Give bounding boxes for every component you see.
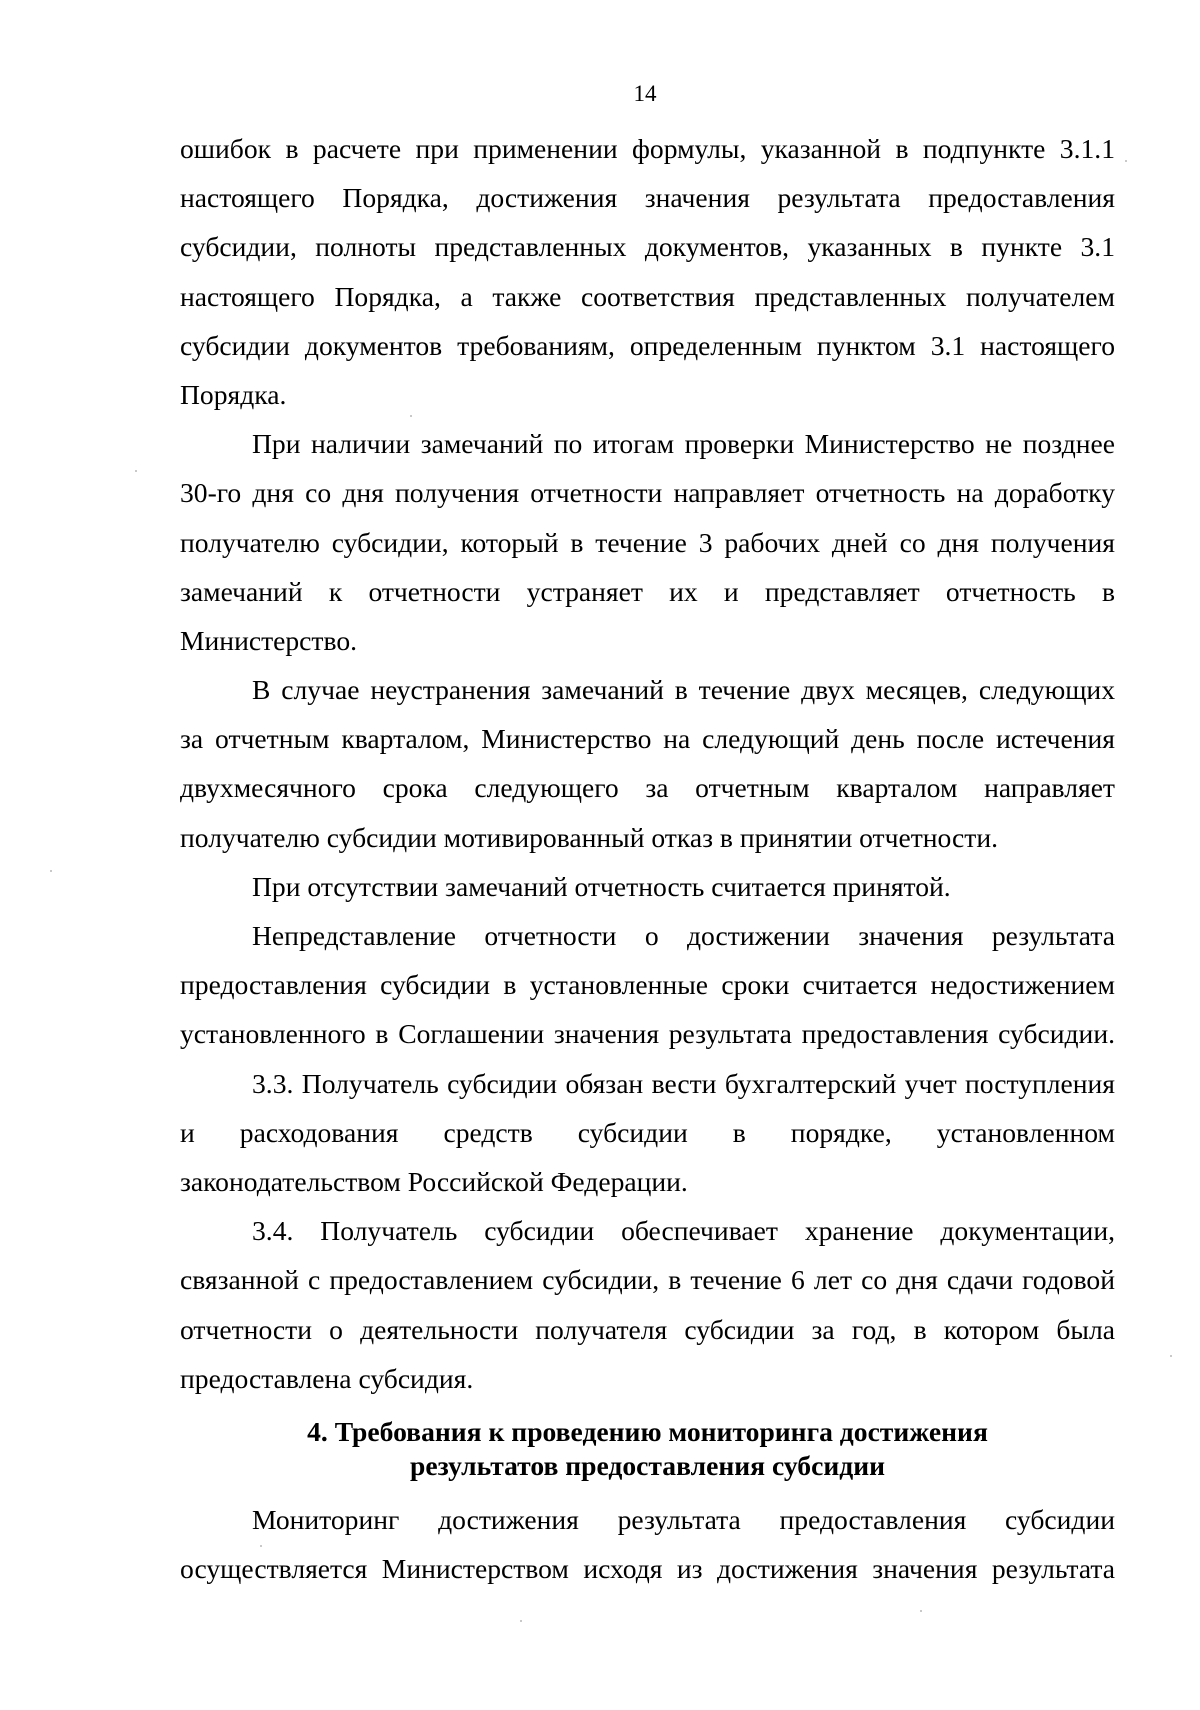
text-line: предоставления субсидии в установленные сроки считается недостижением — [180, 969, 1115, 1001]
scan-speck — [135, 470, 137, 472]
paragraph-first-line: При наличии замечаний по итогам проверки Министерство не позднее — [252, 428, 1115, 460]
paragraph-first-line: В случае неустранения замечаний в течение двух месяцев, следующих — [252, 674, 1115, 706]
text-line: Министерство. — [180, 624, 358, 656]
paragraph-first-line: 3.4. Получатель субсидии обеспечивает хранение документации, — [252, 1215, 1115, 1247]
text-line: законодательством Российской Федерации. — [180, 1165, 688, 1197]
text-line: предоставлена субсидия. — [180, 1362, 474, 1394]
text-line: отчетности о деятельности получателя субсидии за год, в котором была — [180, 1313, 1115, 1345]
page-number: 14 — [633, 81, 657, 106]
section-heading-line: результатов предоставления субсидии — [409, 1449, 886, 1481]
scan-speck — [50, 870, 52, 872]
paragraph-first-line: 3.3. Получатель субсидии обязан вести бухгалтерский учет поступления — [252, 1067, 1115, 1099]
scan-speck — [410, 415, 412, 417]
text-line: Порядка. — [180, 378, 287, 410]
text-line: двухмесячного срока следующего за отчетным кварталом направляет — [180, 772, 1115, 804]
scan-speck — [1170, 1355, 1172, 1357]
text-line: субсидии, полноты представленных документов, указанных в пункте 3.1 — [180, 231, 1115, 263]
text-line: настоящего Порядка, достижения значения результата предоставления — [180, 182, 1115, 214]
scan-speck — [520, 1620, 522, 1622]
text-line: получателю субсидии, который в течение 3 рабочих дней со дня получения — [180, 526, 1115, 558]
text-line: установленного в Соглашении значения результата предоставления субсидии. — [180, 1018, 1115, 1050]
paragraph-first-line: Непредставление отчетности о достижении значения результата — [252, 920, 1115, 951]
scan-speck — [1125, 160, 1127, 162]
scan-speck — [260, 1545, 262, 1547]
scan-speck — [920, 1610, 922, 1612]
text-line: и расходования средств субсидии в порядке, установленном — [180, 1116, 1115, 1148]
paragraph-first-line: При отсутствии замечаний отчетность считается принятой. — [252, 870, 951, 902]
text-line: осуществляется Министерством исходя из достижения значения результата — [180, 1553, 1115, 1585]
text-line: настоящего Порядка, а также соответствия представленных получателем — [180, 280, 1115, 312]
text-line: ошибок в расчете при применении формулы, указанной в подпункте 3.1.1 — [180, 133, 1115, 164]
section-heading — [180, 1415, 1115, 1483]
paragraph-first-line: Мониторинг достижения результата предоставления субсидии — [252, 1503, 1115, 1535]
document-body — [180, 124, 1115, 1593]
text-line: замечаний к отчетности устраняет их и представляет отчетность в — [180, 575, 1115, 607]
text-line: получателю субсидии мотивированный отказ в принятии отчетности. — [180, 821, 999, 853]
text-line: за отчетным кварталом, Министерство на следующий день после истечения — [180, 723, 1115, 755]
text-line: субсидии документов требованиям, определенным пунктом 3.1 настоящего — [180, 329, 1115, 361]
text-line: связанной с предоставлением субсидии, в течение 6 лет со дня сдачи годовой — [180, 1264, 1115, 1296]
section-heading-line: 4. Требования к проведению мониторинга достижения — [307, 1415, 988, 1447]
text-line: 30-го дня со дня получения отчетности направляет отчетность на доработку — [180, 477, 1115, 509]
